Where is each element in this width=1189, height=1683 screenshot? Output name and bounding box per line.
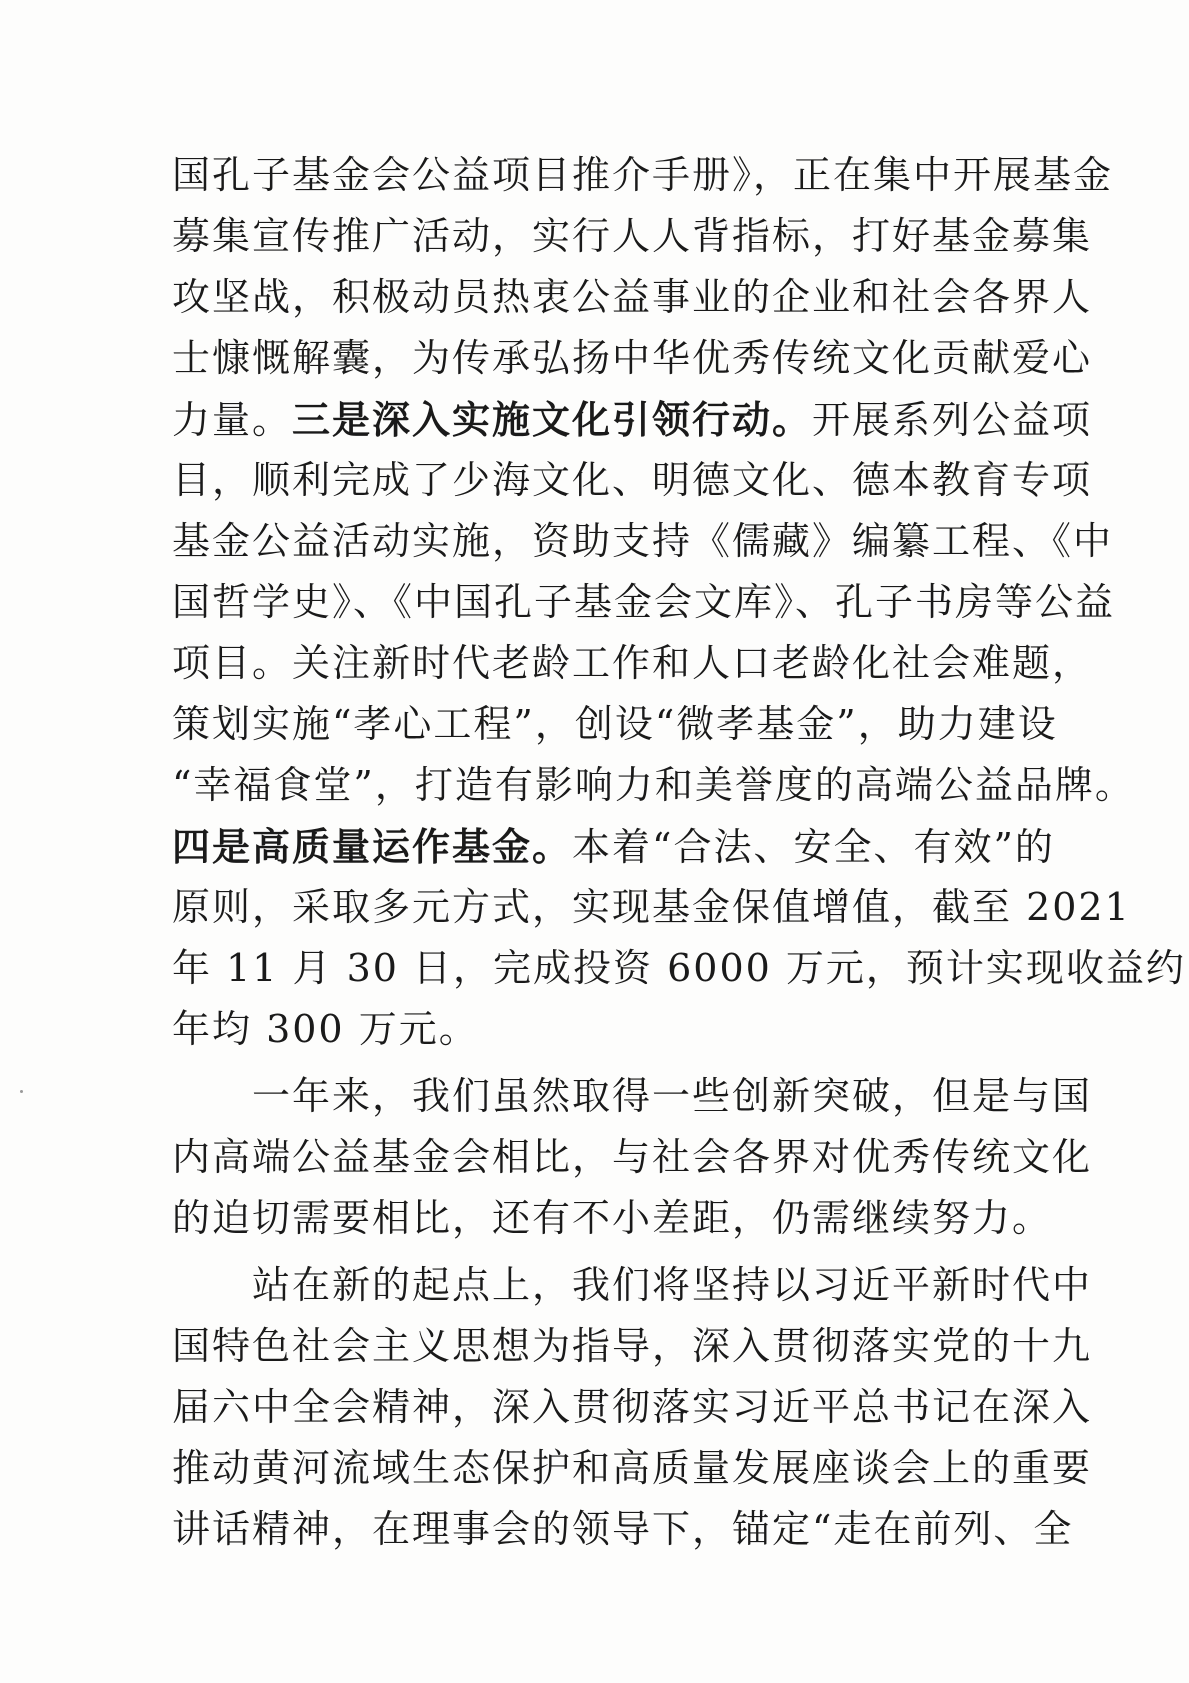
text-line — [172, 389, 1093, 450]
text-run: 年 11 月 30 日，完成投资 6000 万元，预计实现收益约 — [172, 946, 1186, 990]
text-run: “幸福食堂”，打造有影响力和美誉度的高端公益品牌。 — [172, 763, 1135, 807]
body-text — [172, 145, 1186, 1560]
text-run: 站在新的起点上，我们将坚持以习近平新时代中 — [252, 1263, 1093, 1307]
text-run: 年均 300 万元。 — [172, 1007, 479, 1051]
paragraph — [172, 145, 1186, 1060]
text-run: 目，顺利完成了少海文化、明德文化、德本教育专项 — [172, 458, 1093, 502]
text-run: 内高端公益基金会相比，与社会各界对优秀传统文化 — [172, 1135, 1093, 1179]
text-line — [172, 816, 1055, 877]
text-line — [172, 1377, 1093, 1438]
text-line — [172, 694, 1058, 755]
text-run: 原则，采取多元方式，实现基金保值增值，截至 2021 — [172, 885, 1131, 929]
text-line — [172, 206, 1093, 267]
text-run: 募集宣传推广活动，实行人人背指标，打好基金募集 — [172, 214, 1093, 258]
text-line — [172, 877, 1131, 938]
paragraph — [172, 1255, 1093, 1560]
text-line — [172, 633, 1093, 694]
text-run: 士慷慨解囊，为传承弘扬中华优秀传统文化贡献爱心 — [172, 336, 1093, 380]
text-run: 国特色社会主义思想为指导，深入贯彻落实党的十九 — [172, 1324, 1093, 1368]
text-line — [172, 1066, 1093, 1127]
text-run: 届六中全会精神，深入贯彻落实习近平总书记在深入 — [172, 1385, 1093, 1429]
text-run: 的迫切需要相比，还有不小差距，仍需继续努力。 — [172, 1196, 1053, 1240]
text-line — [172, 938, 1186, 999]
text-line — [172, 1255, 1093, 1316]
text-run: 国孔子基金会公益项目推介手册》，正在集中开展基金 — [172, 153, 1114, 197]
paragraph — [172, 1066, 1093, 1249]
text-run: 力量。 — [172, 398, 293, 442]
text-line — [172, 450, 1093, 511]
text-line — [172, 755, 1135, 816]
text-line — [172, 1127, 1093, 1188]
text-run: 项目。关注新时代老龄工作和人口老龄化社会难题， — [172, 641, 1093, 685]
scan-speck — [20, 1090, 23, 1093]
text-run: 基金公益活动实施，资助支持《儒藏》编纂工程、《中 — [172, 519, 1114, 563]
text-line — [172, 511, 1114, 572]
text-run: 攻坚战，积极动员热衷公益事业的企业和社会各界人 — [172, 275, 1093, 319]
text-run: 讲话精神，在理事会的领导下，锚定“走在前列、全 — [172, 1507, 1074, 1551]
text-line — [172, 1188, 1053, 1249]
text-run: 推动黄河流域生态保护和高质量发展座谈会上的重要 — [172, 1446, 1093, 1490]
text-run: 一年来，我们虽然取得一些创新突破，但是与国 — [252, 1074, 1093, 1118]
text-line — [172, 267, 1093, 328]
text-line — [172, 1438, 1093, 1499]
text-line — [172, 328, 1093, 389]
text-run: 本着“合法、安全、有效”的 — [572, 825, 1055, 869]
text-line — [172, 572, 1116, 633]
text-run: 策划实施“孝心工程”，创设“微孝基金”，助力建设 — [172, 702, 1058, 746]
text-line — [172, 999, 1012, 1060]
text-line — [172, 1499, 1074, 1560]
text-run: 国哲学史》、《中国孔子基金会文库》、孔子书房等公益 — [172, 580, 1116, 624]
text-line — [172, 1316, 1093, 1377]
bold-heading-run: 四是高质量运作基金。 — [172, 824, 573, 869]
text-line — [172, 145, 1114, 206]
text-run: 开展系列公益项 — [812, 398, 1093, 442]
bold-heading-run: 三是深入实施文化引领行动。 — [292, 397, 813, 442]
